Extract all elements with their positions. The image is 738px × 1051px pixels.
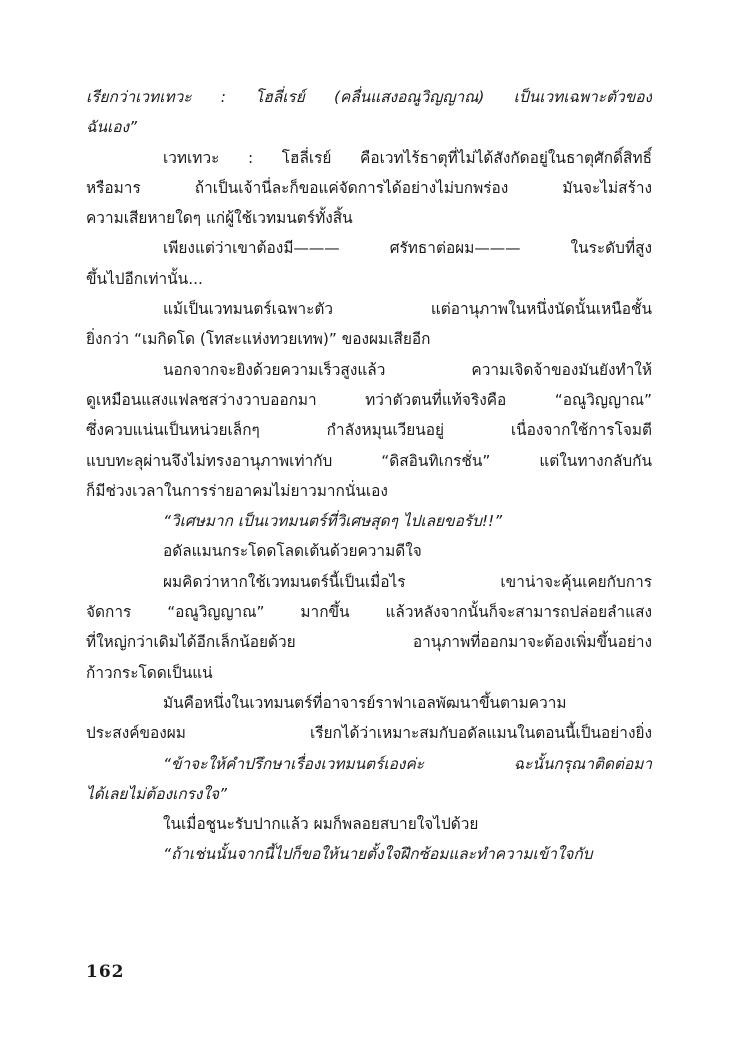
text-line: ในเมื่อชูนะรับปากแล้ว ผมก็พลอยสบายใจไปด้วย (163, 815, 479, 834)
text-line: มันคือหนึ่งในเวทมนตร์ที่อาจารย์ราฟาเอลพัฒนาขึ้นตามความ (163, 693, 567, 712)
text-line: ขึ้นไปอีกเท่านั้น... (86, 269, 203, 288)
text-line: เรียกว่าเวทเทวะ : โฮลี่เรย์ (คลื่นแสงอณูวิญญาณ) เป็นเวทเฉพาะตัวของ (86, 88, 652, 106)
text-line: ประสงค์ของผม เรียกได้ว่าเหมาะสมกับอดัลแมนในตอนนี้เป็นอย่างยิ่ง (86, 724, 652, 743)
text-line: หรือมาร ถ้าเป็นเจ้านี่ละก็ขอแค่จัดการได้อย่างไม่บกพร่อง มันจะไม่สร้าง (86, 178, 652, 197)
text-line: นอกจากจะยิงด้วยความเร็วสูงแล้ว ความเจิดจ้าของมันยังทำให้ (163, 360, 652, 379)
text-line: ซึ่งควบแน่นเป็นหน่วยเล็กๆ กำลังหมุนเวียนอยู่ เนื่องจากใช้การโจมตี (86, 421, 652, 440)
text-line: ยิ่งกว่า “เมกิดโด (โทสะแห่งทวยเทพ)” ของผมเสียอีก (86, 330, 431, 349)
text-line: เพียงแต่ว่าเขาต้องมี——— ศรัทธาต่อผม——— ในระดับที่สูง (163, 239, 652, 258)
text-line: “ข้าจะให้คำปรึกษาเรื่องเวทมนตร์เองค่ะ ฉะนั้นกรุณาติดต่อมา (163, 754, 652, 773)
text-line: ได้เลยไม่ต้องเกรงใจ” (86, 784, 227, 803)
text-line: จัดการ “อณูวิญญาณ” มากขึ้น แล้วหลังจากนั้นก็จะสามารถปล่อยลำแสง (86, 603, 652, 622)
text-line: ก็มีช่วงเวลาในการร่ายอาคมไม่ยาวมากนั่นเอง (86, 481, 388, 500)
page-number: 162 (86, 962, 125, 982)
text-line: ก้าวกระโดดเป็นแน่ (86, 663, 213, 682)
text-line: แบบทะลุผ่านจึงไม่ทรงอานุภาพเท่ากับ “ดิสอินทิเกรชั่น” แต่ในทางกลับกัน (86, 451, 652, 470)
text-line: แม้เป็นเวทมนตร์เฉพาะตัว แต่อานุภาพในหนึ่งนัดนั้นเหนือชั้น (163, 300, 652, 319)
text-line: “วิเศษมาก เป็นเวทมนตร์ที่วิเศษสุดๆ ไปเลยขอรับ!!” (163, 512, 503, 531)
text-line: อดัลแมนกระโดดโลดเต้นด้วยความดีใจ (163, 542, 422, 561)
text-line: ผมคิดว่าหากใช้เวทมนตร์นี้เป็นเมื่อไร เขาน่าจะคุ้นเคยกับการ (163, 572, 652, 591)
text-line: ความเสียหายใดๆ แก่ผู้ใช้เวทมนตร์ทั้งสิ้น (86, 209, 353, 228)
body-text (86, 82, 652, 870)
text-line: ฉันเอง” (86, 118, 137, 137)
text-line: “ถ้าเช่นนั้นจากนี้ไปก็ขอให้นายตั้งใจฝึกซ้อมและทำความเข้าใจกับ (163, 845, 593, 864)
text-line: ดูเหมือนแสงแฟลชสว่างวาบออกมา ทว่าตัวตนที่แท้จริงคือ “อณูวิญญาณ” (86, 390, 652, 409)
text-line: ที่ใหญ่กว่าเดิมได้อีกเล็กน้อยด้วย อานุภาพที่ออกมาจะต้องเพิ่มขึ้นอย่าง (86, 633, 652, 652)
text-line: เวทเทวะ : โฮลี่เรย์ คือเวทไร้ธาตุที่ไม่ได้สังกัดอยู่ในธาตุศักดิ์สิทธิ์ (163, 148, 652, 167)
